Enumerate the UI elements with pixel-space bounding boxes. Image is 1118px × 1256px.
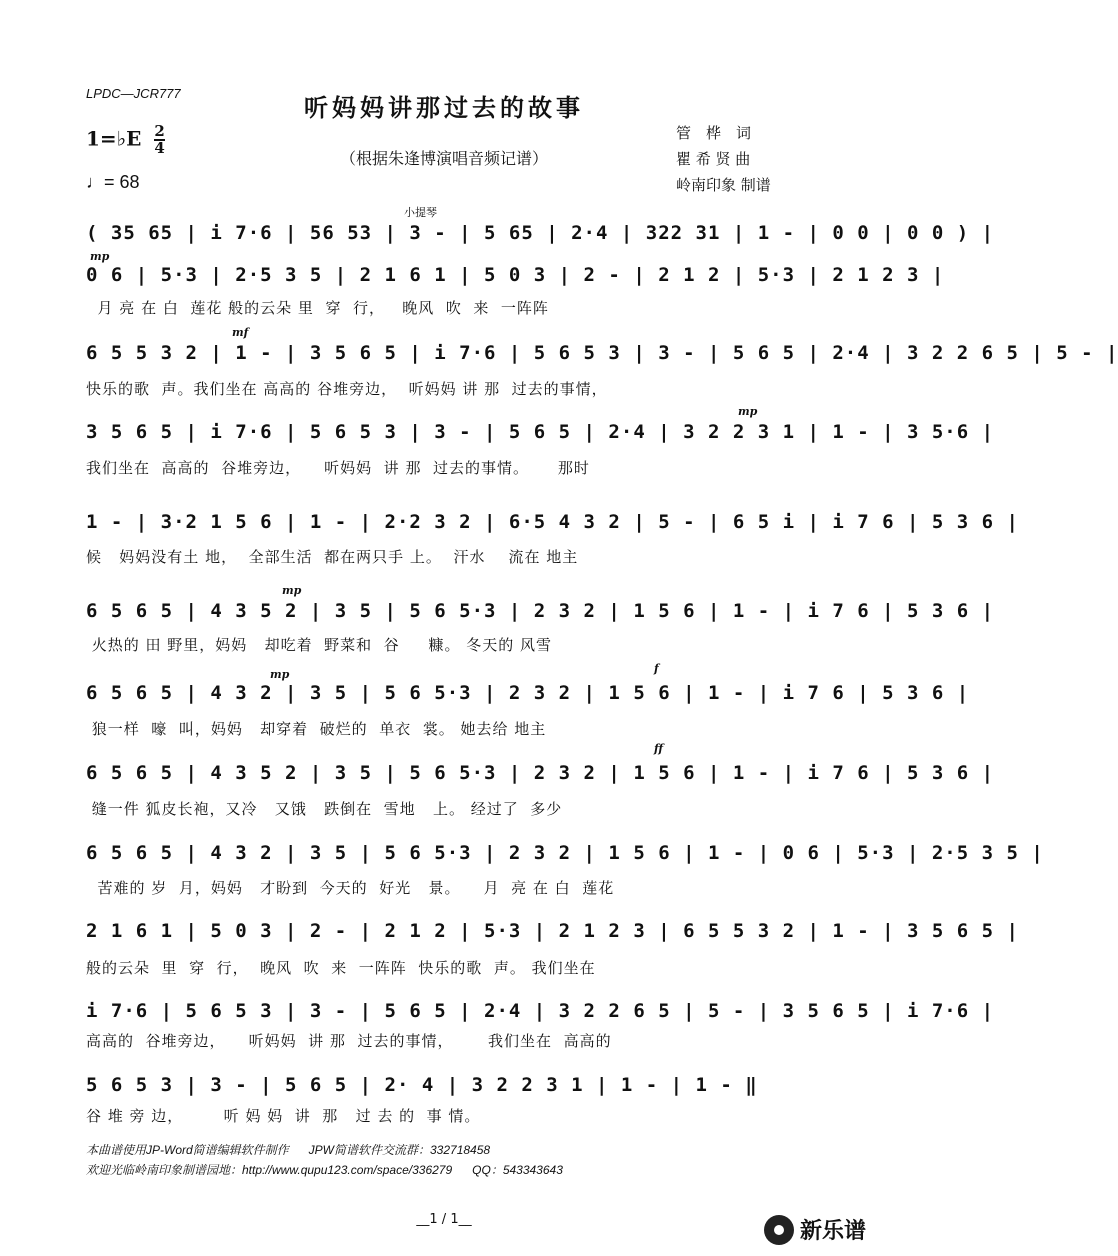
footer-line-2: 欢迎光临岭南印象制谱园地：http://www.qupu123.com/space/336279 QQ：543343643 (86, 1163, 563, 1177)
lyric-line-4: 我们坐在 高高的 谷堆旁边， 听妈妈 讲 那 过去的事情。 那时 (86, 459, 590, 477)
record-icon (764, 1215, 794, 1245)
notation-line-1: ( 35 65 | i 7·6 | 56 53 | 3 - | 5 65 | 2·4 | 322 31 | 1 - | 0 0 | 0 0 ) | (86, 222, 995, 244)
arranger: 岭南印象 制谱 (676, 176, 771, 194)
footer-line-1: 本曲谱使用JP-Word简谱编辑软件制作 JPW简谱软件交流群：332718458 (86, 1143, 491, 1157)
time-numerator: 2 (154, 122, 165, 140)
notation-line-2: 0 6 | 5·3 | 2·5 3 5 | 2 1 6 1 | 5 0 3 | 2 - | 2 1 2 | 5·3 | 2 1 2 3 | (86, 264, 945, 286)
tempo-mark: ♩= 68 (86, 172, 140, 192)
notation-line-4: 3 5 6 5 | i 7·6 | 5 6 5 3 | 3 - | 5 6 5 | 2·4 | 3 2 2 3 1 | 1 - | 3 5·6 | (86, 421, 995, 443)
page-title: 听妈妈讲那过去的故事 (304, 93, 584, 122)
dynamic-mp-2: mp (738, 405, 758, 418)
time-signature (154, 124, 164, 156)
credits (676, 120, 771, 198)
notation-line-12: 5 6 5 3 | 3 - | 5 6 5 | 2· 4 | 3 2 2 3 1 | 1 - | 1 - ‖ (86, 1074, 758, 1096)
dynamic-mp-1: mp (90, 250, 110, 263)
lyric-line-11: 高高的 谷堆旁边， 听妈妈 讲 那 过去的事情， 我们坐在 高高的 (86, 1032, 612, 1050)
lyric-line-2: 月 亮 在 白 莲花 般的云朵 里 穿 行， 晚风 吹 来 一阵阵 (86, 299, 549, 317)
score-code: LPDC—JCR777 (86, 86, 181, 101)
lyric-line-5: 候 妈妈没有土 地， 全部生活 都在两只手 上。 汗水 流在 地主 (86, 548, 579, 566)
notation-line-11: i 7·6 | 5 6 5 3 | 3 - | 5 6 5 | 2·4 | 3 2 2 6 5 | 5 - | 3 5 6 5 | i 7·6 | (86, 1000, 995, 1022)
notation-line-5: 1 - | 3·2 1 5 6 | 1 - | 2·2 3 2 | 6·5 4 3 2 | 5 - | 6 5 i | i 7 6 | 5 3 6 | (86, 511, 1019, 533)
violin-mark: 小提琴 (404, 206, 437, 219)
lyric-line-8: 缝一件 狐皮长袍，又冷 又饿 跌倒在 雪地 上。 经过了 多少 (86, 800, 563, 818)
page-number: __1 / 1__ (416, 1212, 472, 1227)
notation-line-8: 6 5 6 5 | 4 3 5 2 | 3 5 | 5 6 5·3 | 2 3 2 | 1 5 6 | 1 - | i 7 6 | 5 3 6 | (86, 762, 995, 784)
notation-line-7: 6 5 6 5 | 4 3 2 | 3 5 | 5 6 5·3 | 2 3 2 | 1 5 6 | 1 - | i 7 6 | 5 3 6 | (86, 682, 970, 704)
footer-notes (86, 1140, 563, 1180)
time-denominator: 4 (154, 139, 165, 157)
composer: 瞿 希 贤 曲 (676, 150, 751, 168)
dynamic-f: f (654, 662, 659, 675)
dynamic-ff: ff (654, 742, 664, 755)
lyricist: 管 桦 词 (676, 124, 752, 142)
notation-line-10: 2 1 6 1 | 5 0 3 | 2 - | 2 1 2 | 5·3 | 2 1 2 3 | 6 5 5 3 2 | 1 - | 3 5 6 5 | (86, 920, 1019, 942)
brand-label: 新乐谱 (800, 1219, 867, 1244)
lyric-line-3: 快乐的歌 声。我们坐在 高高的 谷堆旁边， 听妈妈 讲 那 过去的事情， (86, 380, 608, 398)
dynamic-mp-4: mp (270, 668, 290, 681)
brand-logo (764, 1214, 866, 1245)
lyric-line-9: 苦难的 岁 月，妈妈 才盼到 今天的 好光 景。 月 亮 在 白 莲花 (86, 879, 615, 897)
lyric-line-7: 狼一样 嚎 叫，妈妈 却穿着 破烂的 单衣 裳。 她去给 地主 (86, 720, 547, 738)
key-label: 1=♭E (86, 126, 142, 151)
notation-line-3: 6 5 5 3 2 | 1 - | 3 5 6 5 | i 7·6 | 5 6 5 3 | 3 - | 5 6 5 | 2·4 | 3 2 2 6 5 | 5 - | (86, 342, 1118, 364)
key-signature (86, 124, 165, 156)
dynamic-mf: mf (232, 326, 249, 339)
dynamic-mp-3: mp (282, 584, 302, 597)
lyric-line-6: 火热的 田 野里，妈妈 却吃着 野菜和 谷 糠。 冬天的 风雪 (86, 636, 553, 654)
lyric-line-10: 般的云朵 里 穿 行， 晚风 吹 来 一阵阵 快乐的歌 声。 我们坐在 (86, 959, 596, 977)
page-subtitle: （根据朱逢博演唱音频记谱） (339, 149, 548, 168)
lyric-line-12: 谷 堆 旁 边， 听 妈 妈 讲 那 过 去 的 事 情。 (86, 1107, 481, 1125)
notation-line-6: 6 5 6 5 | 4 3 5 2 | 3 5 | 5 6 5·3 | 2 3 2 | 1 5 6 | 1 - | i 7 6 | 5 3 6 | (86, 600, 995, 622)
notation-line-9: 6 5 6 5 | 4 3 2 | 3 5 | 5 6 5·3 | 2 3 2 | 1 5 6 | 1 - | 0 6 | 5·3 | 2·5 3 5 | (86, 842, 1044, 864)
